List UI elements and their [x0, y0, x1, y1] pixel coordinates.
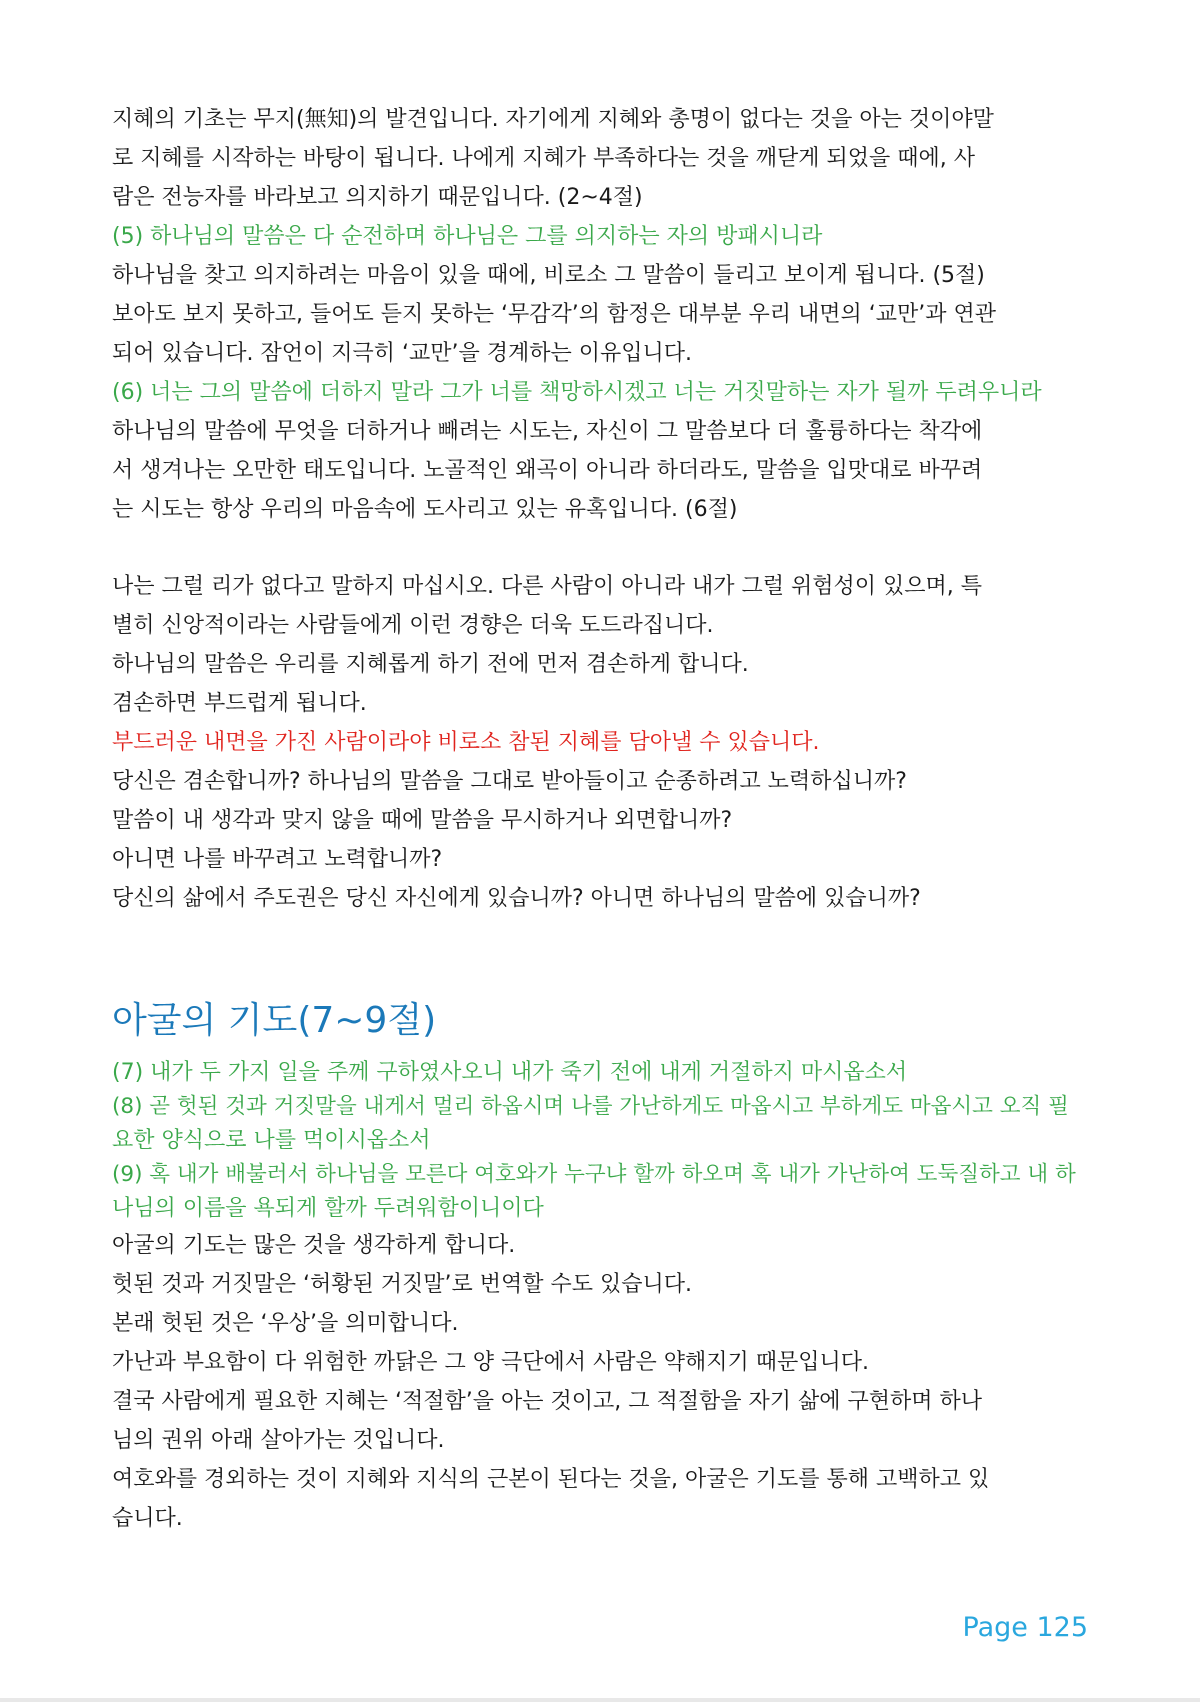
bottom-divider: [0, 1698, 1200, 1702]
highlight-sentence: 부드러운 내면을 가진 사람이라야 비로소 참된 지혜를 담아낼 수 있습니다.: [112, 730, 820, 755]
body-line: 하나님의 말씀은 우리를 지혜롭게 하기 전에 먼저 겸손하게 합니다.: [112, 652, 749, 677]
verse-8: (8) 곧 헛된 것과 거짓말을 내게서 멀리 하옵시며 나를 가난하게도 마옵시고 부하게도 마옵시고 오직 필: [112, 1094, 1069, 1119]
body-line: 나는 그럴 리가 없다고 말하지 마십시오. 다른 사람이 아니라 내가 그럴 위험성이 있으며, 특: [112, 574, 982, 599]
body-line: 말씀이 내 생각과 맞지 않을 때에 말씀을 무시하거나 외면합니까?: [112, 808, 733, 833]
verse-5: (5) 하나님의 말씀은 다 순전하며 하나님은 그를 의지하는 자의 방패시니라: [112, 224, 823, 249]
body-line: 되어 있습니다. 잠언이 지극히 ‘교만’을 경계하는 이유입니다.: [112, 341, 692, 366]
verse-6: (6) 너는 그의 말씀에 더하지 말라 그가 너를 책망하시겠고 너는 거짓말하는 자가 될까 두려우니라: [112, 380, 1042, 405]
body-line: 는 시도는 항상 우리의 마음속에 도사리고 있는 유혹입니다. (6절): [112, 497, 738, 522]
body-line: 별히 신앙적이라는 사람들에게 이런 경향은 더욱 도드라집니다.: [112, 613, 714, 638]
body-line: 결국 사람에게 필요한 지혜는 ‘적절함’을 아는 것이고, 그 적절함을 자기 삶에 구현하며 하나: [112, 1389, 982, 1414]
verse-8-cont: 요한 양식으로 나를 먹이시옵소서: [112, 1128, 431, 1153]
body-line: 로 지혜를 시작하는 바탕이 됩니다. 나에게 지혜가 부족하다는 것을 깨닫게 되었을 때에, 사: [112, 146, 975, 171]
verse-7: (7) 내가 두 가지 일을 주께 구하였사오니 내가 죽기 전에 내게 거절하지 마시옵소서: [112, 1060, 908, 1085]
body-line: 하나님을 찾고 의지하려는 마음이 있을 때에, 비로소 그 말씀이 들리고 보이게 됩니다. (5절): [112, 263, 985, 288]
body-line: 아니면 나를 바꾸려고 노력합니까?: [112, 847, 443, 872]
body-line: 지혜의 기초는 무지(無知)의 발견입니다. 자기에게 지혜와 총명이 없다는 것을 아는 것이야말: [112, 107, 994, 132]
page-content: [112, 100, 1088, 1538]
body-line: 서 생겨나는 오만한 태도입니다. 노골적인 왜곡이 아니라 하더라도, 말씀을 입맛대로 바꾸려: [112, 458, 983, 483]
body-line: 하나님의 말씀에 무엇을 더하거나 빼려는 시도는, 자신이 그 말씀보다 더 훌륭하다는 착각에: [112, 419, 983, 444]
verse-9-cont: 나님의 이름을 욕되게 할까 두려워함이니이다: [112, 1196, 544, 1221]
body-line: 님의 권위 아래 살아가는 것입니다.: [112, 1428, 445, 1453]
body-line: 가난과 부요함이 다 위험한 까닭은 그 양 극단에서 사람은 약해지기 때문입니다.: [112, 1350, 869, 1375]
body-line: 아굴의 기도는 많은 것을 생각하게 합니다.: [112, 1233, 516, 1258]
body-line: 람은 전능자를 바라보고 의지하기 때문입니다. (2~4절): [112, 185, 643, 210]
body-line: 당신의 삶에서 주도권은 당신 자신에게 있습니까? 아니면 하나님의 말씀에 있습니까?: [112, 886, 921, 911]
body-line: 당신은 겸손합니까? 하나님의 말씀을 그대로 받아들이고 순종하려고 노력하십니까?: [112, 769, 907, 794]
page-number: Page 125: [962, 1612, 1088, 1643]
body-line: 겸손하면 부드럽게 됩니다.: [112, 691, 367, 716]
body-line: 보아도 보지 못하고, 들어도 듣지 못하는 ‘무감각’의 함정은 대부분 우리 내면의 ‘교만’과 연관: [112, 302, 996, 327]
body-line: 헛된 것과 거짓말은 ‘허황된 거짓말’로 번역할 수도 있습니다.: [112, 1272, 692, 1297]
section-title: 아굴의 기도(7~9절): [112, 1000, 437, 1041]
body-line: 습니다.: [112, 1506, 183, 1531]
body-line: 본래 헛된 것은 ‘우상’을 의미합니다.: [112, 1311, 459, 1336]
verse-9: (9) 혹 내가 배불러서 하나님을 모른다 여호와가 누구냐 할까 하오며 혹 내가 가난하여 도둑질하고 내 하: [112, 1162, 1076, 1187]
body-line: 여호와를 경외하는 것이 지혜와 지식의 근본이 된다는 것을, 아굴은 기도를 통해 고백하고 있: [112, 1467, 990, 1492]
